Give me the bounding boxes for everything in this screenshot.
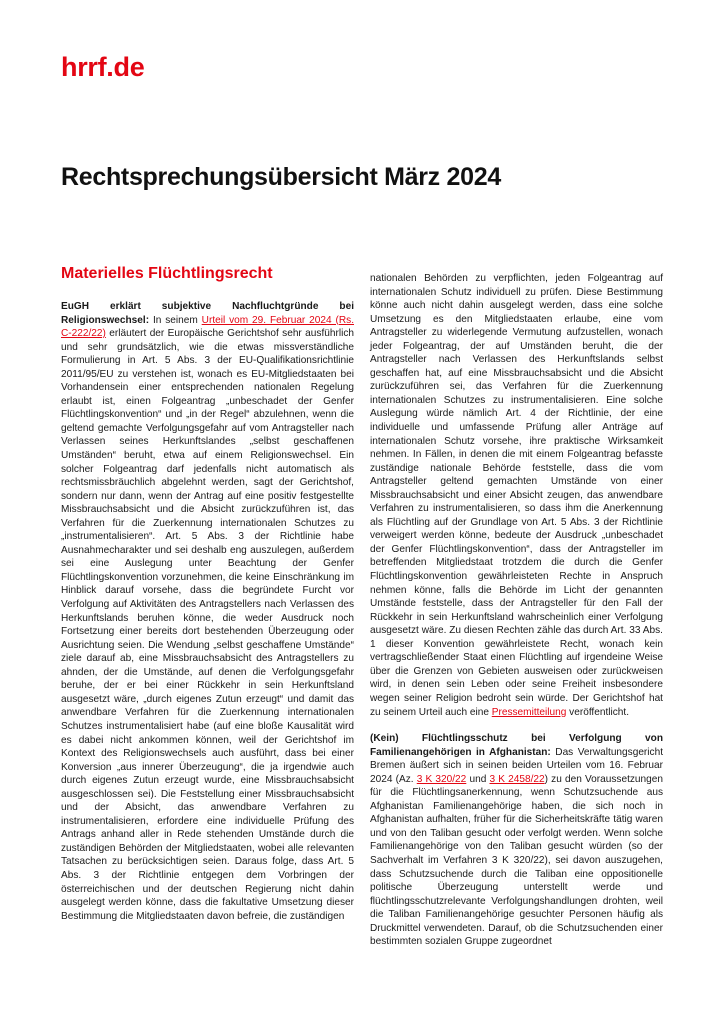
paragraph-text: ) zu den Voraussetzungen für die Flüchtlingsanerkennung, wenn Schutzsuchende aus Afghanistan Familienangehörige haben, die sich noch in Afghanistan aufhalten, früher für die Sicherheitskräfte tätig waren und von den Taliban gesucht oder verfolgt werden. Wenn solche Familienangehörige von den Taliban gesucht würden (so der Sachverhalt im Verfahren 3 K 320/22), sei davon auszugehen, dass Schutzsuchende durch die Taliban eine oppositionelle politische Überzeugung unterstellt werde und flüchtlingsschutzrelevante Verfolgungshandlungen drohten, weil die Taliban Familienangehörige gesuchter Personen häufig als Druckmittel verwendeten. Darauf, ob die Schutzsuchenden einer bestimmten sozialen Gruppe zugeordnet bbox=[370, 773, 664, 948]
paragraph-lead: (Kein) Flüchtlingsschutz bei Verfolgung von Familienangehörigen in Afghanistan: bbox=[370, 733, 663, 758]
paragraph-afghanistan bbox=[370, 732, 663, 949]
site-logo[interactable]: hrrf.de bbox=[61, 52, 145, 82]
paragraph-eugh-continued bbox=[370, 272, 663, 719]
paragraph-text: veröffentlicht. bbox=[566, 706, 630, 718]
case-link-1[interactable]: 3 K 320/22 bbox=[416, 773, 467, 785]
case-link-2[interactable]: 3 K 2458/22 bbox=[489, 773, 545, 785]
paragraph-text: nationalen Behörden zu verpflichten, jeden Folgeantrag auf internationalen Schutz individuell zu prüfen. Diese Bestimmung könne auch nicht dahin ausgelegt werden, dass eine solche Umsetzung es den Mitgliedstaaten erlaube, eine vom Antragsteller zu widerlegende Vermutung aufzustellen, wonach jeder Folgeantrag, der auf Umständen beruht, die der Antragsteller nach Verlassen des Herkunftslands selbst geschaffen hat, auf eine Missbrauchsabsicht und die Absicht zurückzuführen sei, das Verfahren für die Zuerkennung internationalen Schutzes zu instrumentalisieren. Eine solche Auslegung würde nämlich Art. 4 der Richtlinie, der eine individuelle und umfassende Prüfung aller Anträge auf internationalen Schutz vorsehe, ihre praktische Wirksamkeit nehmen. In Fällen, in denen die mit einem Folgeantrag befasste zuständige nationale Behörde feststelle, dass die vom Antragsteller geltend gemachten Umstände von einer Missbrauchsabsicht und einer Absicht zeugen, das anwendbare Verfahren zu instrumentalisieren, so dass ihm die Anerkennung als Flüchtling auf der Grundlage von Art. 5 Abs. 3 der Richtlinie verweigert werden könne, bedeute der Ausdruck „unbeschadet der Genfer Flüchtlingskonvention“, dass der Antragsteller im betreffenden Mitgliedstaat trotzdem die durch die Genfer Flüchtlingskonvention gewährleisteten Rechte in Anspruch nehmen könne, falls die Behörde im Licht der genannten Umstände feststelle, dass der Antragsteller für den Fall der Rückkehr in sein Herkunftsland wahrscheinlich einer Verfolgung ausgesetzt wäre. Zu diesen Rechten zähle das durch Art. 33 Abs. 1 dieser Konvention gewährleistete Recht, wonach kein vertragschließender Staat einen Flüchtling auf irgendeine Weise über die Grenzen von Gebieten ausweisen oder zurückweisen wird, in denen sein Leben oder seine Freiheit insbesondere wegen seiner Religion bedroht sein würde. Der Gerichtshof hat zu seinem Urteil auch eine bbox=[370, 273, 663, 718]
paragraph-text: Das Verwaltungsgericht Bremen äußert sich in seinen beiden Urteilen vom 16. Februar 2024 (Az. bbox=[370, 746, 663, 785]
paragraph-lead: EuGH erklärt subjektive Nachfluchtgründe bei Religionswechsel: bbox=[61, 301, 354, 326]
press-release-link[interactable]: Pressemitteilung bbox=[491, 706, 567, 718]
paragraph-text: erläutert der Europäische Gerichtshof sehr ausführlich und sehr grundsätzlich, wie die etwas missverständliche Formulierung in Art. 5 Abs. 3 der EU-Qualifikationsrichtlinie 2011/95/EU zu verstehen ist, wonach es EU-Mitgliedstaaten bei Vorhandensein einer entsprechenden nationalen Regelung erlaubt ist, einen Folgeantrag „unbeschadet der Genfer Flüchtlingskonvention“ und „in der Regel“ abzulehnen, wenn die geltend gemachte Verfolgungsgefahr auf vom Antragsteller nach Verlassen seines Herkunftslandes „selbst geschaffenen Umständen“ beruht, etwa auf einem Religionswechsel. Ein solcher Folgeantrag darf jedenfalls nicht automatisch als rechtsmissbräuchlich abgelehnt werden, sagt der Gerichtshof, sondern nur dann, wenn der Antrag auf eine positiv festgestellte Missbrauchsabsicht und die Absicht zurückzuführen ist, das Verfahren für die Zuerkennung internationalen Schutzes zu „instrumentalisieren“. Art. 5 Abs. 3 der Richtlinie habe Ausnahmecharakter und sei deshalb eng auszulegen, außerdem sei eine Auslegung unter Beachtung der Genfer Flüchtlingskonvention vorzunehmen, die keine Einschränkung im Hinblick darauf vorsehe, dass die begründete Furcht vor Verfolgung auf Aktivitäten des Antragstellers nach Verlassen des Herkunftslands beruhen könne, die weder Ausdruck noch Fortsetzung einer bereits dort bestehenden Überzeugung oder Ausrichtung seien. Die Wendung „selbst geschaffene Umstände“ ziele darauf ab, eine Missbrauchsabsicht des Antragstellers zu ahnden, der die Umstände, auf denen die Verfolgungsgefahr beruhe, der er bei einer Rückkehr in sein Herkunftsland ausgesetzt wäre, „durch eigenes Zutun erzeugt“ und damit das anwendbare Verfahren für die Zuerkennung internationalen Schutzes instrumentalisiert habe (auf eine bloße Kausalität wird es dabei nicht ankommen können, weil der Gerichtshof im Kontext des Religionswechsels auch ausführt, dass bei einer Konversion „aus innerer Überzeugung“, die ja irgendwie auch durch eigenes Zutun erzeugt wurde, eine Missbrauchsabsicht ausgeschlossen sei). Die Feststellung einer Missbrauchsabsicht und der Absicht, das anwendbare Verfahren zu instrumentalisieren, erfordere eine individuelle Prüfung des Antrags anhand aller in Rede stehenden Umstände durch die zuständigen Behörden der Mitgliedstaaten, wobei alle relevanten Tatsachen zu berücksichtigen seien. Daraus folge, dass Art. 5 Abs. 3 der Richtlinie entgegen dem Vorbringen der österreichischen und der deutschen Regierung nicht dahin ausgelegt werden könne, dass die fakultative Umsetzung dieser Bestimmung die Mitgliedstaaten davon befreie, die zuständigen bbox=[61, 328, 354, 922]
column-right bbox=[370, 272, 663, 962]
page-title: Rechtsprechungsübersicht März 2024 bbox=[61, 163, 501, 191]
judgment-link[interactable]: Urteil vom 29. Februar 2024 (Rs. C-222/22) bbox=[61, 314, 354, 340]
column-left bbox=[61, 264, 354, 936]
paragraph-text: In seinem bbox=[149, 314, 202, 326]
paragraph-eugh bbox=[61, 300, 354, 923]
paragraph-text: und bbox=[466, 773, 490, 785]
section-heading: Materielles Flüchtlingsrecht bbox=[61, 265, 273, 282]
